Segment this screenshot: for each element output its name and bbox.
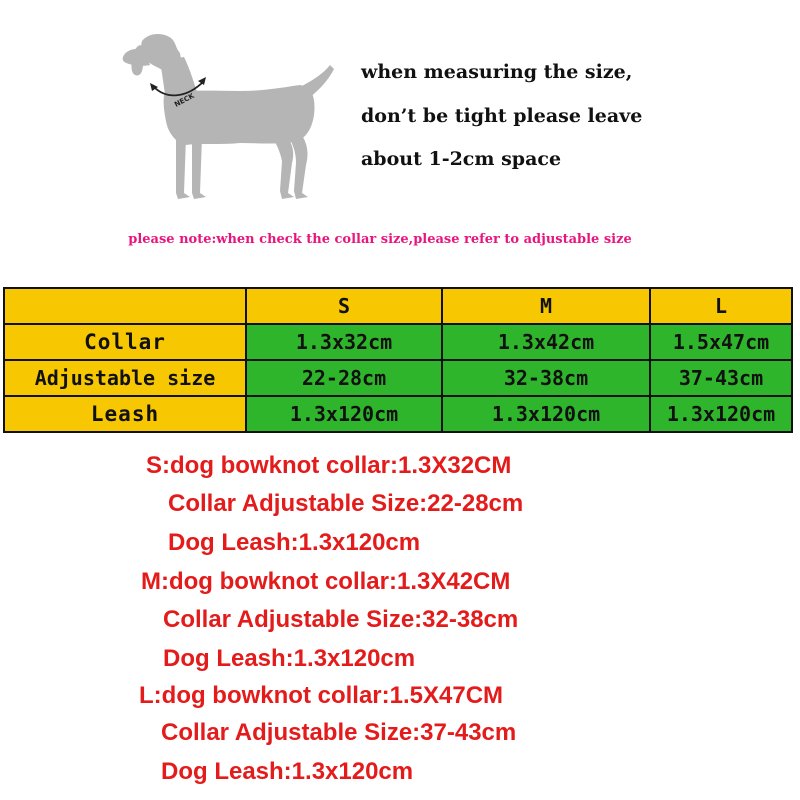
dog-body bbox=[123, 34, 334, 199]
row-label-leash: Leash bbox=[4, 396, 246, 432]
desc-m-collar: M:dog bowknot collar:1.3X42CM bbox=[141, 568, 511, 595]
header-size-m: M bbox=[442, 288, 650, 324]
size-table-header-row bbox=[4, 288, 792, 324]
measure-instruction-line-2: don’t be tight please leave bbox=[361, 105, 643, 127]
cell-leash-m: 1.3x120cm bbox=[442, 396, 650, 432]
desc-l-adjustable: Collar Adjustable Size:37-43cm bbox=[161, 719, 517, 746]
table-row-adjustable-size bbox=[4, 360, 792, 396]
desc-l-leash: Dog Leash:1.3x120cm bbox=[161, 758, 414, 785]
cell-leash-l: 1.3x120cm bbox=[650, 396, 792, 432]
table-row-leash bbox=[4, 396, 792, 432]
cell-collar-s: 1.3x32cm bbox=[246, 324, 442, 360]
neck-label: NECK bbox=[173, 91, 196, 109]
desc-m-leash: Dog Leash:1.3x120cm bbox=[163, 645, 416, 672]
desc-s-collar: S:dog bowknot collar:1.3X32CM bbox=[146, 452, 512, 479]
size-table bbox=[3, 287, 793, 433]
cell-collar-m: 1.3x42cm bbox=[442, 324, 650, 360]
row-label-collar: Collar bbox=[4, 324, 246, 360]
header-size-s: S bbox=[246, 288, 442, 324]
desc-s-adjustable: Collar Adjustable Size:22-28cm bbox=[168, 490, 524, 517]
size-note: please note:when check the collar size,please refer to adjustable size bbox=[128, 232, 632, 247]
desc-l-collar: L:dog bowknot collar:1.5X47CM bbox=[139, 682, 504, 709]
row-label-adjustable-size: Adjustable size bbox=[4, 360, 246, 396]
table-corner-cell bbox=[4, 288, 246, 324]
measure-instruction-line-1: when measuring the size, bbox=[361, 61, 633, 83]
desc-m-adjustable: Collar Adjustable Size:32-38cm bbox=[163, 606, 519, 633]
cell-adjustable-s: 22-28cm bbox=[246, 360, 442, 396]
table-row-collar bbox=[4, 324, 792, 360]
header-size-l: L bbox=[650, 288, 792, 324]
cell-leash-s: 1.3x120cm bbox=[246, 396, 442, 432]
cell-collar-l: 1.5x47cm bbox=[650, 324, 792, 360]
cell-adjustable-l: 37-43cm bbox=[650, 360, 792, 396]
desc-s-leash: Dog Leash:1.3x120cm bbox=[168, 529, 421, 556]
dog-silhouette-neck-diagram bbox=[120, 25, 340, 215]
cell-adjustable-m: 32-38cm bbox=[442, 360, 650, 396]
measure-instruction-line-3: about 1-2cm space bbox=[361, 148, 562, 170]
